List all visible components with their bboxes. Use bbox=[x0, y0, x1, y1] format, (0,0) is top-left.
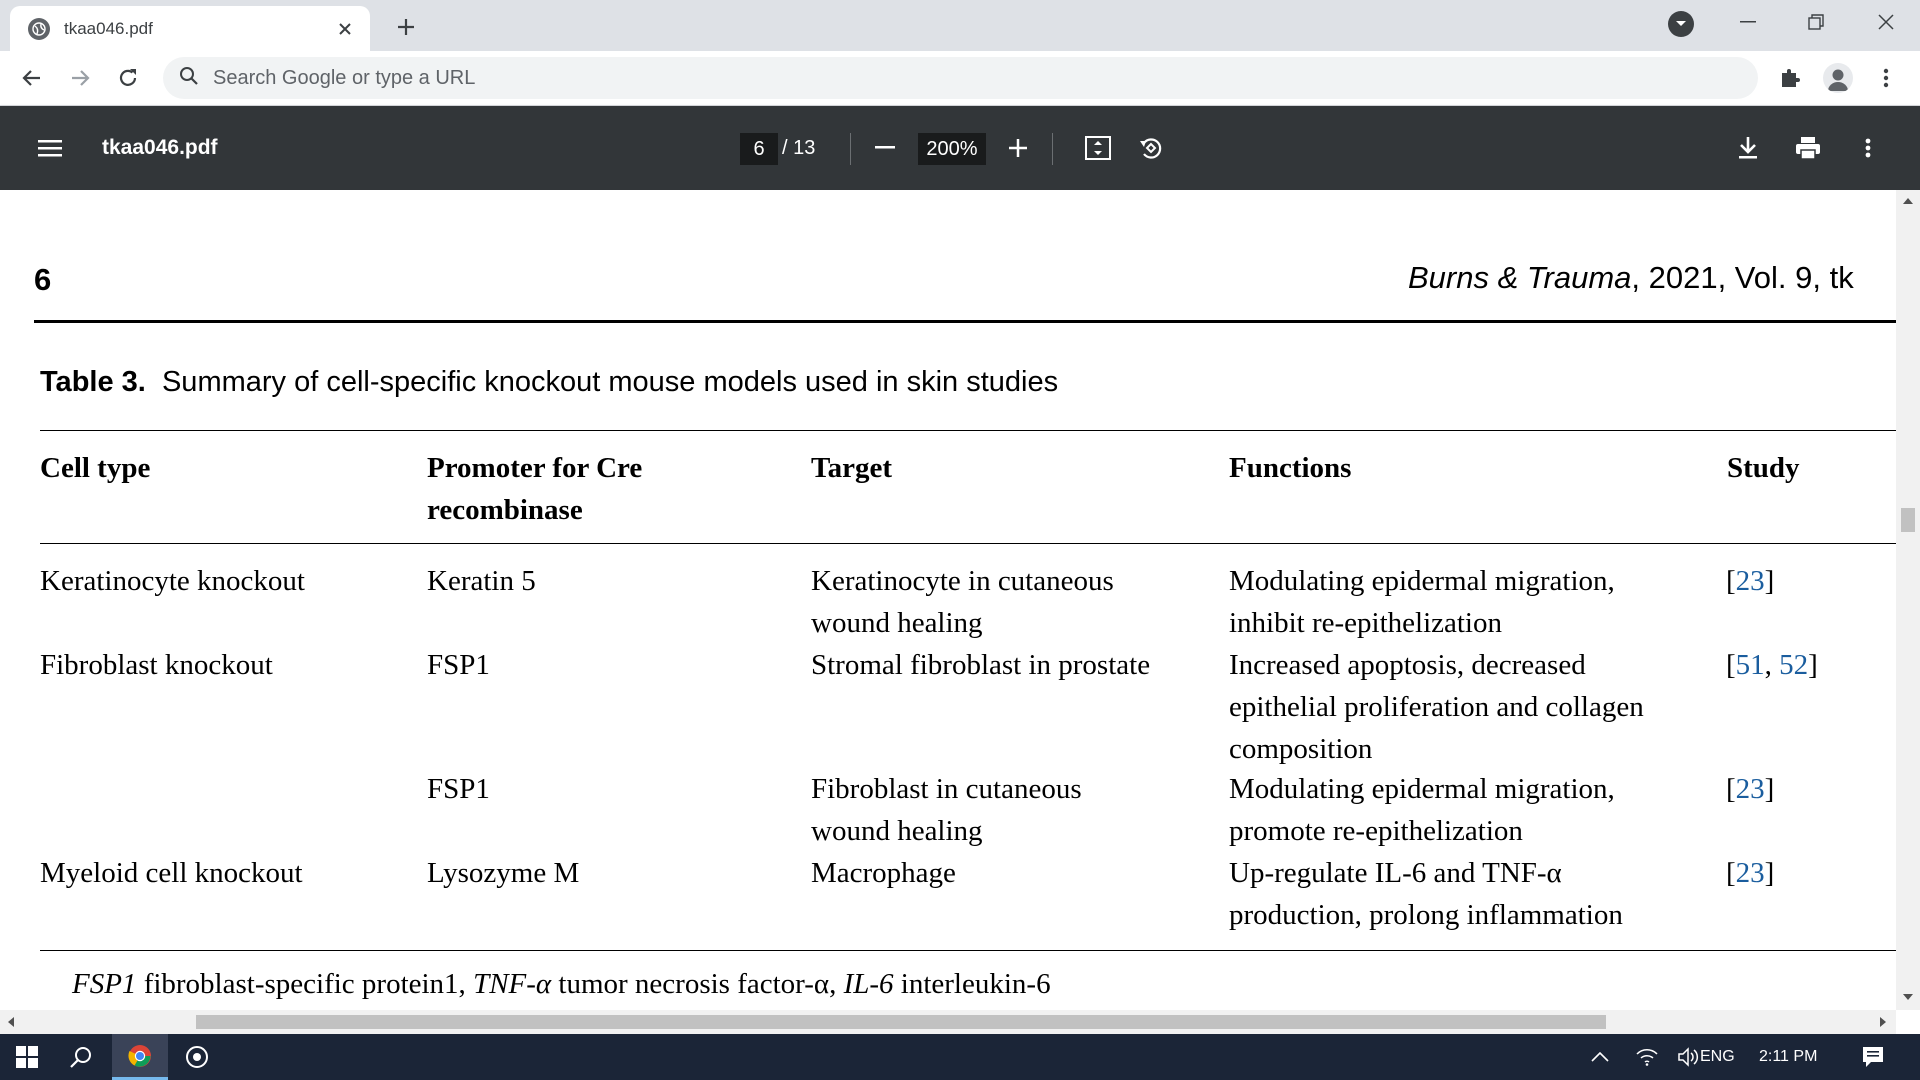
print-icon[interactable] bbox=[1790, 130, 1826, 166]
citation-link[interactable]: 23 bbox=[1735, 565, 1765, 597]
table-top-rule bbox=[40, 430, 1896, 431]
windows-taskbar bbox=[0, 1034, 1920, 1080]
taskbar-search-icon[interactable] bbox=[54, 1034, 108, 1080]
scroll-up-arrow-icon[interactable] bbox=[1903, 198, 1913, 204]
scroll-down-arrow-icon[interactable] bbox=[1903, 994, 1913, 1000]
table-row-3-functions-line: promote re-epithelization bbox=[1229, 815, 1523, 847]
new-tab-plus-icon[interactable] bbox=[390, 11, 422, 43]
taskbar-clock[interactable]: 2:11 PM bbox=[1759, 1048, 1818, 1065]
table-row-1-promoter: Keratin 5 bbox=[427, 565, 536, 597]
table-row-2-promoter: FSP1 bbox=[427, 649, 490, 681]
table-row-3-target bbox=[811, 768, 1082, 852]
action-center-notification-icon[interactable] bbox=[1846, 1034, 1900, 1080]
table-row-3-promoter: FSP1 bbox=[427, 773, 490, 805]
close-window-icon[interactable] bbox=[1858, 0, 1914, 44]
zoom-in-plus-icon[interactable] bbox=[1000, 130, 1036, 166]
footnote-def: interleukin-6 bbox=[893, 968, 1051, 1000]
tab-search-chevron-down-icon[interactable] bbox=[1668, 11, 1694, 37]
avatar-person-icon bbox=[1823, 63, 1853, 93]
table-row-1-target-line: Keratinocyte in cutaneous bbox=[811, 565, 1114, 597]
browser-tab[interactable] bbox=[10, 6, 370, 51]
journal-running-head bbox=[1408, 260, 1854, 296]
citation-link[interactable]: 23 bbox=[1735, 773, 1765, 805]
taskbar-chrome-icon[interactable] bbox=[112, 1034, 168, 1080]
table-row-4-functions bbox=[1229, 852, 1623, 936]
table-row-2-functions bbox=[1229, 644, 1644, 770]
table-title: Summary of cell-specific knockout mouse models used in skin studies bbox=[161, 366, 1059, 398]
vertical-scrollbar[interactable] bbox=[1896, 190, 1920, 1010]
table-row-4-functions-line: production, prolong inflammation bbox=[1229, 899, 1623, 931]
table-row-4-functions-line: Up-regulate IL-6 and TNF-α bbox=[1229, 857, 1562, 889]
browser-toolbar bbox=[0, 51, 1920, 106]
horizontal-scrollbar[interactable] bbox=[0, 1010, 1896, 1034]
journal-volume: , 2021, Vol. 9, tk bbox=[1631, 260, 1854, 295]
reload-icon[interactable] bbox=[110, 60, 146, 96]
table-row-3-functions-line: Modulating epidermal migration, bbox=[1229, 773, 1615, 805]
page-header-number: 6 bbox=[34, 262, 52, 297]
table-row-4-cell-type: Myeloid cell knockout bbox=[40, 857, 303, 889]
extensions-puzzle-icon[interactable] bbox=[1772, 60, 1808, 96]
table-row-1-functions-line: Modulating epidermal migration, bbox=[1229, 565, 1615, 597]
forward-arrow-icon[interactable] bbox=[62, 60, 98, 96]
footnote-abbr: IL-6 bbox=[843, 968, 894, 1000]
table-row-1-cell-type: Keratinocyte knockout bbox=[40, 565, 305, 597]
journal-name: Burns & Trauma bbox=[1408, 260, 1632, 295]
table-footnote bbox=[72, 968, 1051, 1001]
table-bottom-rule bbox=[40, 950, 1896, 951]
table-row-4-promoter: Lysozyme M bbox=[427, 857, 580, 889]
table-row-2-functions-line: Increased apoptosis, decreased bbox=[1229, 649, 1586, 681]
col-header-functions: Functions bbox=[1229, 452, 1352, 484]
table-row-2-functions-line: epithelial proliferation and collagen bbox=[1229, 691, 1644, 723]
col-header-target: Target bbox=[811, 452, 893, 484]
citation-link[interactable]: 51 bbox=[1735, 649, 1765, 681]
pdf-viewer-toolbar bbox=[0, 106, 1920, 190]
table-row-2-target: Stromal fibroblast in prostate bbox=[811, 649, 1151, 681]
tab-title: tkaa046.pdf bbox=[64, 18, 153, 38]
toolbar-divider bbox=[850, 133, 851, 165]
header-rule bbox=[34, 320, 1896, 323]
col-header-cell-type: Cell type bbox=[40, 452, 151, 484]
pdf-file-name: tkaa046.pdf bbox=[102, 136, 218, 159]
page-number-input[interactable]: 6 bbox=[740, 133, 778, 165]
vertical-scroll-thumb[interactable] bbox=[1901, 508, 1915, 532]
citation-link[interactable]: 23 bbox=[1735, 857, 1765, 889]
tab-strip bbox=[0, 0, 1920, 51]
table-label: Table 3. bbox=[40, 366, 146, 398]
globe-icon bbox=[28, 18, 50, 40]
language-indicator[interactable]: ENG bbox=[1700, 1048, 1735, 1065]
minimize-icon[interactable] bbox=[1720, 0, 1776, 44]
table-row-1-target-line: wound healing bbox=[811, 607, 983, 639]
omnibox[interactable] bbox=[163, 57, 1758, 99]
download-icon[interactable] bbox=[1730, 130, 1766, 166]
table-row-4-study: [23] bbox=[1726, 857, 1775, 889]
scroll-left-arrow-icon[interactable] bbox=[8, 1017, 14, 1027]
table-row-1-study: [23] bbox=[1726, 565, 1775, 597]
pdf-page-content bbox=[0, 190, 1896, 1010]
footnote-def: tumor necrosis factor-α, bbox=[551, 968, 844, 1000]
table-row-3-target-line: Fibroblast in cutaneous bbox=[811, 773, 1082, 805]
scroll-right-arrow-icon[interactable] bbox=[1880, 1017, 1886, 1027]
table-row-3-target-line: wound healing bbox=[811, 815, 983, 847]
col-header-promoter-line2: recombinase bbox=[427, 494, 583, 526]
col-header-promoter-line1: Promoter for Cre bbox=[427, 452, 643, 484]
pdf-more-kebab-icon[interactable] bbox=[1850, 130, 1886, 166]
footnote-abbr: FSP1 bbox=[72, 968, 137, 1000]
table-row-4-target: Macrophage bbox=[811, 857, 956, 889]
footnote-abbr: TNF-α bbox=[473, 968, 552, 1000]
zoom-level-input[interactable]: 200% bbox=[918, 133, 986, 165]
table-row-3-study: [23] bbox=[1726, 773, 1775, 805]
table-row-1-target bbox=[811, 560, 1114, 644]
chrome-menu-kebab-icon[interactable] bbox=[1868, 60, 1904, 96]
footnote-def: fibroblast-specific protein1, bbox=[136, 968, 474, 1000]
rotate-counterclockwise-icon[interactable] bbox=[1133, 130, 1169, 166]
col-header-promoter bbox=[427, 447, 642, 531]
search-icon bbox=[179, 66, 199, 91]
table-caption bbox=[40, 366, 1058, 399]
horizontal-scroll-thumb[interactable] bbox=[196, 1015, 1606, 1029]
profile-avatar[interactable] bbox=[1820, 60, 1856, 96]
windows-start-icon[interactable] bbox=[0, 1034, 54, 1080]
taskbar-recorder-icon[interactable] bbox=[170, 1034, 224, 1080]
pdf-sidebar-menu-icon[interactable] bbox=[32, 130, 68, 166]
tab-close-icon[interactable] bbox=[332, 16, 358, 42]
toolbar-divider bbox=[1052, 133, 1053, 165]
page-total: / 13 bbox=[782, 137, 816, 159]
restore-icon[interactable] bbox=[1788, 0, 1844, 44]
table-row-3-functions bbox=[1229, 768, 1615, 852]
table-row-2-study: [51, 52] bbox=[1726, 649, 1818, 681]
col-header-study: Study bbox=[1727, 452, 1800, 484]
table-row-2-functions-line: composition bbox=[1229, 733, 1373, 765]
omnibox-input[interactable] bbox=[213, 67, 1613, 90]
fit-to-page-icon[interactable] bbox=[1080, 130, 1116, 166]
zoom-out-minus-icon[interactable] bbox=[867, 130, 903, 166]
table-header-rule bbox=[40, 543, 1896, 544]
citation-link[interactable]: 52 bbox=[1779, 649, 1809, 681]
table-row-1-functions-line: inhibit re-epithelization bbox=[1229, 607, 1502, 639]
table-row-1-functions bbox=[1229, 560, 1615, 644]
table-row-2-cell-type: Fibroblast knockout bbox=[40, 649, 273, 681]
back-arrow-icon[interactable] bbox=[14, 60, 50, 96]
